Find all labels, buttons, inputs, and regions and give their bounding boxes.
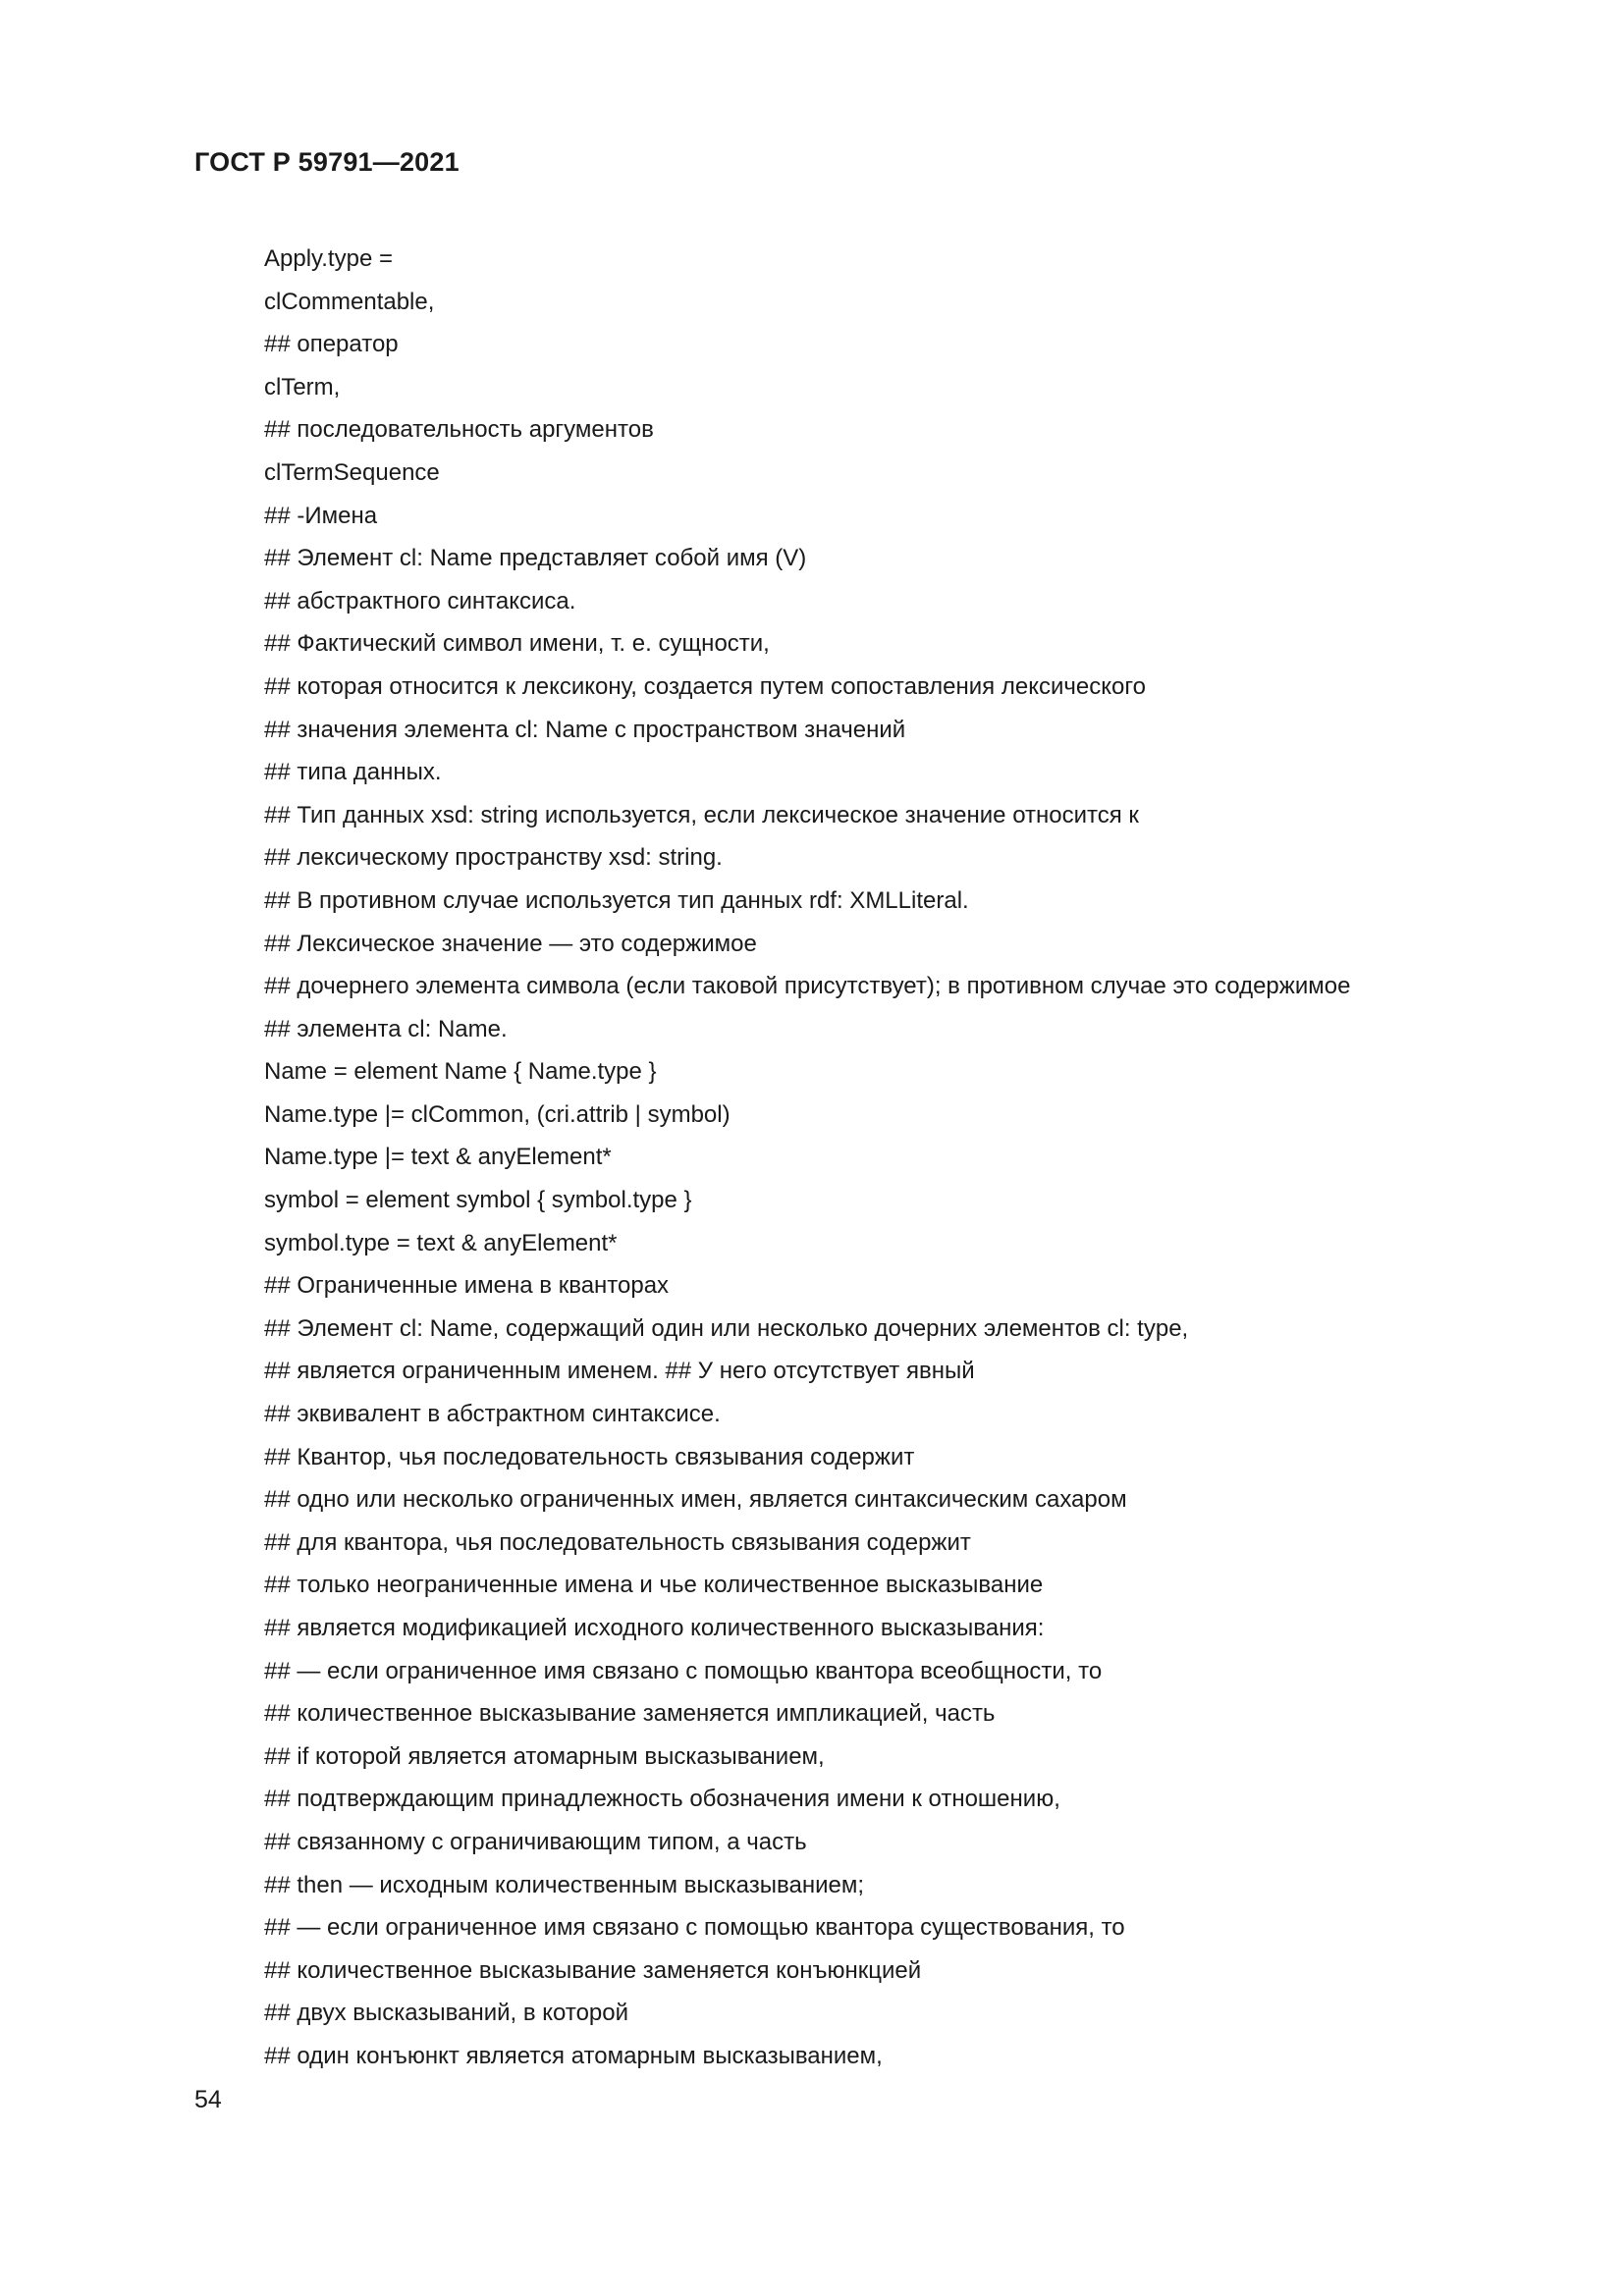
text-line: ## связанному с ограничивающим типом, а часть xyxy=(264,1828,807,1855)
text-line: ## элемента cl: Name. xyxy=(264,1015,508,1042)
text-line: ## Квантор, чья последовательность связывания содержит xyxy=(264,1443,915,1470)
text-line: ## лексическому пространству xsd: string. xyxy=(264,844,723,872)
text-line: ## одно или несколько ограниченных имен, является синтаксическим сахаром xyxy=(264,1486,1127,1514)
text-line: ## then — исходным количественным высказыванием; xyxy=(264,1871,865,1898)
text-line: ## абстрактного синтаксиса. xyxy=(264,587,576,614)
text-line: Name.type |= text & anyElement* xyxy=(264,1144,612,1171)
text-line: ## оператор xyxy=(264,331,399,358)
text-line: clTerm, xyxy=(264,373,341,400)
text-line: ## значения элемента cl: Name с пространством значений xyxy=(264,716,906,743)
document-header: ГОСТ Р 59791—2021 xyxy=(194,147,460,177)
page-number: 54 xyxy=(194,2086,222,2113)
text-line: ## только неограниченные имена и чье количественное высказывание xyxy=(264,1572,1044,1599)
text-line: ## двух высказываний, в которой xyxy=(264,2000,629,2027)
text-line: ## количественное высказывание заменяется импликацией, часть xyxy=(264,1700,996,1728)
text-line: ## которая относится к лексикону, создается путем сопоставления лексического xyxy=(264,672,1146,700)
text-line: Apply.type = xyxy=(264,245,393,272)
text-line: ## -Имена xyxy=(264,502,378,529)
text-line: ## является модификацией исходного количественного высказывания: xyxy=(264,1615,1045,1641)
text-line: ## — если ограниченное имя связано с помощью квантора существования, то xyxy=(264,1914,1125,1942)
text-line: ## количественное высказывание заменяется конъюнкцией xyxy=(264,1956,922,1984)
text-line: ## — если ограниченное имя связано с помощью квантора всеобщности, то xyxy=(264,1657,1103,1684)
document-body xyxy=(264,238,1541,2078)
text-line: clTermSequence xyxy=(264,458,440,486)
text-line: ## Элемент cl: Name, содержащий один или несколько дочерних элементов cl: type, xyxy=(264,1314,1189,1342)
text-line: symbol = element symbol { symbol.type } xyxy=(264,1187,692,1214)
text-line: ## Тип данных xsd: string используется, если лексическое значение относится к xyxy=(264,801,1139,828)
text-line: Name.type |= clCommon, (cri.attrib | symbol) xyxy=(264,1100,731,1128)
text-line: ## для квантора, чья последовательность связывания содержит xyxy=(264,1528,971,1556)
text-line: ## является ограниченным именем. ## У него отсутствует явный xyxy=(264,1358,975,1385)
text-line: symbol.type = text & anyElement* xyxy=(264,1229,618,1256)
text-line: ## подтверждающим принадлежность обозначения имени к отношению, xyxy=(264,1786,1060,1813)
text-line: ## Фактический символ имени, т. е. сущности, xyxy=(264,630,770,658)
text-line: ## Лексическое значение — это содержимое xyxy=(264,930,757,957)
text-line: ## Ограниченные имена в кванторах xyxy=(264,1272,670,1300)
text-line: ## В противном случае используется тип данных rdf: XMLLiteral. xyxy=(264,886,969,914)
text-line: clCommentable, xyxy=(264,288,435,315)
text-line: ## один конъюнкт является атомарным высказыванием, xyxy=(264,2042,883,2069)
text-line: ## эквивалент в абстрактном синтаксисе. xyxy=(264,1401,721,1428)
text-line: Name = element Name { Name.type } xyxy=(264,1058,657,1086)
text-line: ## if которой является атомарным высказыванием, xyxy=(264,1742,825,1770)
text-line: ## Элемент cl: Name представляет собой имя (V) xyxy=(264,545,807,572)
text-line: ## дочернего элемента символа (если таковой присутствует); в противном случае это содержимое xyxy=(264,973,1351,1000)
text-line: ## последовательность аргументов xyxy=(264,416,654,444)
text-line: ## типа данных. xyxy=(264,759,442,786)
